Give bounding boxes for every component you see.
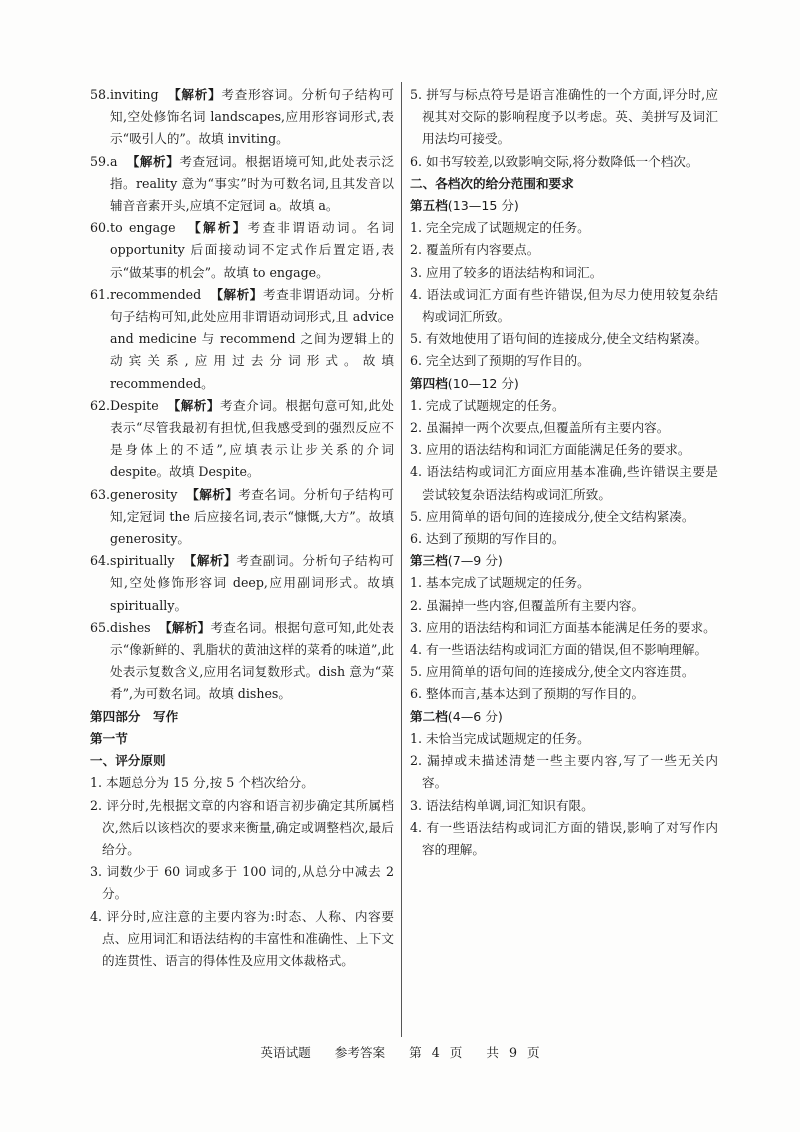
part-title: 第四部分 写作 [90,708,179,724]
level-criterion: 5. 应用简单的语句间的连接成分,使全文内容连贯。 [410,664,695,680]
level-criterion: 3. 语法结构单调,词汇知识有限。 [410,797,594,813]
answer-explanation: 考查非谓语动词。名词 opportunity 后面接动词不定式作后置定语,表示“做某事的机会”。故填 to engage。 [110,220,395,280]
analysis-tag: 【解析】 [186,486,239,502]
answer-65: 65.dishes 【解析】考查名词。根据句意可知,此处表示“像新鲜的、乳脂状的黄油这样的菜肴的味道”,此处表示复数含义,应用名词复数形式。dish 意为“菜肴”,为可数名词。故填 dishes。 [90,619,394,702]
level-criterion: 6. 完全达到了预期的写作目的。 [410,353,590,369]
level-criterion: 6. 整体而言,基本达到了预期的写作目的。 [410,686,645,702]
analysis-tag: 【解析】 [183,553,237,569]
level-criterion: 4. 语法或词汇方面有些许错误,但为尽力使用较复杂结构或词汇所致。 [410,286,718,325]
footer-page-number: 第 4 页 [409,1045,463,1060]
analysis-tag: 【解析】 [159,619,211,635]
level-criterion: 1. 基本完成了试题规定的任务。 [410,575,590,591]
level-range: (4—6 分) [447,708,503,724]
level-name: 第三档 [410,553,448,569]
level-criterion: 4. 有一些语法结构或词汇方面的错误,影响了对写作内容的理解。 [410,819,718,857]
level-criterion: 1. 未恰当完成试题规定的任务。 [410,730,590,746]
level-criterion: 3. 应用的语法结构和词汇方面能满足任务的要求。 [410,442,691,458]
level-criterion: 6. 达到了预期的写作目的。 [410,531,565,547]
level-criterion: 4. 语法结构或词汇方面应用基本准确,些许错误主要是尝试较复杂语法结构或词汇所致。 [410,464,718,502]
page-footer [0,1042,800,1061]
answer-word: to engage [110,220,176,236]
level-2-heading [410,706,718,728]
level-name: 第二档 [410,708,448,724]
level-criterion: 1. 完全完成了试题规定的任务。 [410,220,590,236]
answer-explanation: 考查介词。根据句意可知,此处表示“尽管我最初有担忧,但我感受到的强烈反应不是身体上的不适”,应填表示让步关系的介词 despite。故填 Despite。 [110,397,394,480]
analysis-tag: 【解析】 [168,87,222,102]
answer-61: 61.recommended 【解析】考查非谓语动词。分析句子结构可知,此处应用非谓语动词形式,且 advice and medicine 与 recommend 之间为逻辑上的动宾关系,应用过去分词形式。故填 recommended。 [90,286,395,391]
level-3-heading [410,550,718,572]
answer-60: 60.to engage 【解析】考查非谓语动词。名词 opportunity 后面接动词不定式作后置定语,表示“做某事的机会”。故填 to engage。 [90,220,395,280]
answer-word: generosity [110,486,178,502]
answer-62: 62.Despite 【解析】考查介词。根据句意可知,此处表示“尽管我最初有担忧,但我感受到的强烈反应不是身体上的不适”,应填表示让步关系的介词 despite。故填 Despite。 [90,397,394,480]
footer-subject: 英语试题 [260,1045,311,1060]
answer-word: Despite [110,397,159,413]
levels-title: 二、各档次的给分范围和要求 [410,175,574,191]
level-criterion: 4. 有一些语法结构或词汇方面的错误,但不影响理解。 [410,642,708,658]
level-4-heading [410,373,718,395]
answer-word: spiritually [110,553,175,569]
answer-explanation: 考查名词。分析句子结构可知,定冠词 the 后应接名词,表示“慷慨,大方”。故填 generosity。 [110,486,394,547]
analysis-tag: 【解析】 [188,220,248,236]
answer-explanation: 考查非谓语动词。分析句子结构可知,此处应用非谓语动词形式,且 advice and medicine 与 recommend 之间为逻辑上的动宾关系,应用过去分词形式。故填 recommended。 [110,286,395,391]
analysis-tag: 【解析】 [126,153,180,169]
principle-item: 6. 如书写较差,以致影响交际,将分数降低一个档次。 [410,153,699,169]
answer-explanation: 考查冠词。根据语境可知,此处表示泛指。reality 意为“事实”时为可数名词,且其发音以辅音音素开头,应填不定冠词 a。故填 a。 [110,153,394,214]
right-column [410,84,718,861]
level-name: 第四档 [410,375,448,391]
level-name: 第五档 [410,198,448,214]
answer-word: dishes [110,619,151,635]
level-range: (10—12 分) [447,375,519,391]
answer-explanation: 考查形容词。分析句子结构可知,空处修饰名词 landscapes,应用形容词形式,表示“吸引人的”。故填 inviting。 [110,87,395,147]
level-criterion: 2. 虽漏掉一些内容,但覆盖所有主要内容。 [410,597,645,613]
principles-title: 一、评分原则 [90,753,166,769]
level-criterion: 2. 覆盖所有内容要点。 [410,242,540,258]
level-range: (7—9 分) [447,553,503,569]
answer-63: 63.generosity 【解析】考查名词。分析句子结构可知,定冠词 the 后应接名词,表示“慷慨,大方”。故填 generosity。 [90,486,394,547]
analysis-tag: 【解析】 [167,397,220,413]
principle-item: 5. 拼写与标点符号是语言准确性的一个方面,评分时,应视其对交际的影响程度予以考虑。英、美拼写及词汇用法均可接受。 [410,87,718,147]
answer-word: recommended [110,286,202,302]
level-5-heading [410,195,718,217]
section-title: 第一节 [90,730,128,746]
answer-word: inviting [110,87,159,102]
column-divider [401,82,402,1037]
principle-item: 4. 评分时,应注意的主要内容为:时态、人称、内容要点、应用词汇和语法结构的丰富性和准确性、上下文的连贯性、语言的得体性及应用文体裁格式。 [90,908,394,968]
answer-word: a [110,153,118,169]
left-column [90,84,394,972]
level-range: (13—15 分) [447,198,519,214]
level-criterion: 5. 有效地使用了语句间的连接成分,使全文结构紧凑。 [410,331,708,347]
level-criterion: 1. 完成了试题规定的任务。 [410,397,565,413]
level-criterion: 2. 漏掉或未描述清楚一些主要内容,写了一些无关内容。 [410,753,718,791]
principle-item: 3. 词数少于 60 词或多于 100 词的,从总分中减去 2 分。 [90,864,394,902]
answer-explanation: 考查名词。根据句意可知,此处表示“像新鲜的、乳脂状的黄油这样的菜肴的味道”,此处表示复数含义,应用名词复数形式。dish 意为“菜肴”,为可数名词。故填 dishes。 [110,619,394,702]
answer-explanation: 考查副词。分析句子结构可知,空处修饰形容词 deep,应用副词形式。故填 spiritually。 [110,553,395,613]
level-criterion: 3. 应用了较多的语法结构和词汇。 [410,264,603,280]
answer-59: 59.a 【解析】考查冠词。根据语境可知,此处表示泛指。reality 意为“事实”时为可数名词,且其发音以辅音音素开头,应填不定冠词 a。故填 a。 [90,153,394,214]
principle-item: 1. 本题总分为 15 分,按 5 个档次给分。 [90,775,314,791]
level-criterion: 3. 应用的语法结构和词汇方面基本能满足任务的要求。 [410,619,716,635]
level-criterion: 2. 虽漏掉一两个次要点,但覆盖所有主要内容。 [410,420,670,436]
level-criterion: 5. 应用简单的语句间的连接成分,使全文结构紧凑。 [410,508,695,524]
footer-doc-type: 参考答案 [334,1045,386,1060]
analysis-tag: 【解析】 [210,286,263,302]
footer-page-total: 共 9 页 [486,1045,540,1060]
principle-item: 2. 评分时,先根据文章的内容和语言初步确定其所属档次,然后以该档次的要求来衡量,确定或调整档次,最后给分。 [90,797,394,857]
answer-64: 64.spiritually 【解析】考查副词。分析句子结构可知,空处修饰形容词 deep,应用副词形式。故填 spiritually。 [90,553,395,613]
answer-58: 58.inviting 【解析】考查形容词。分析句子结构可知,空处修饰名词 landscapes,应用形容词形式,表示“吸引人的”。故填 inviting。 [90,87,395,147]
